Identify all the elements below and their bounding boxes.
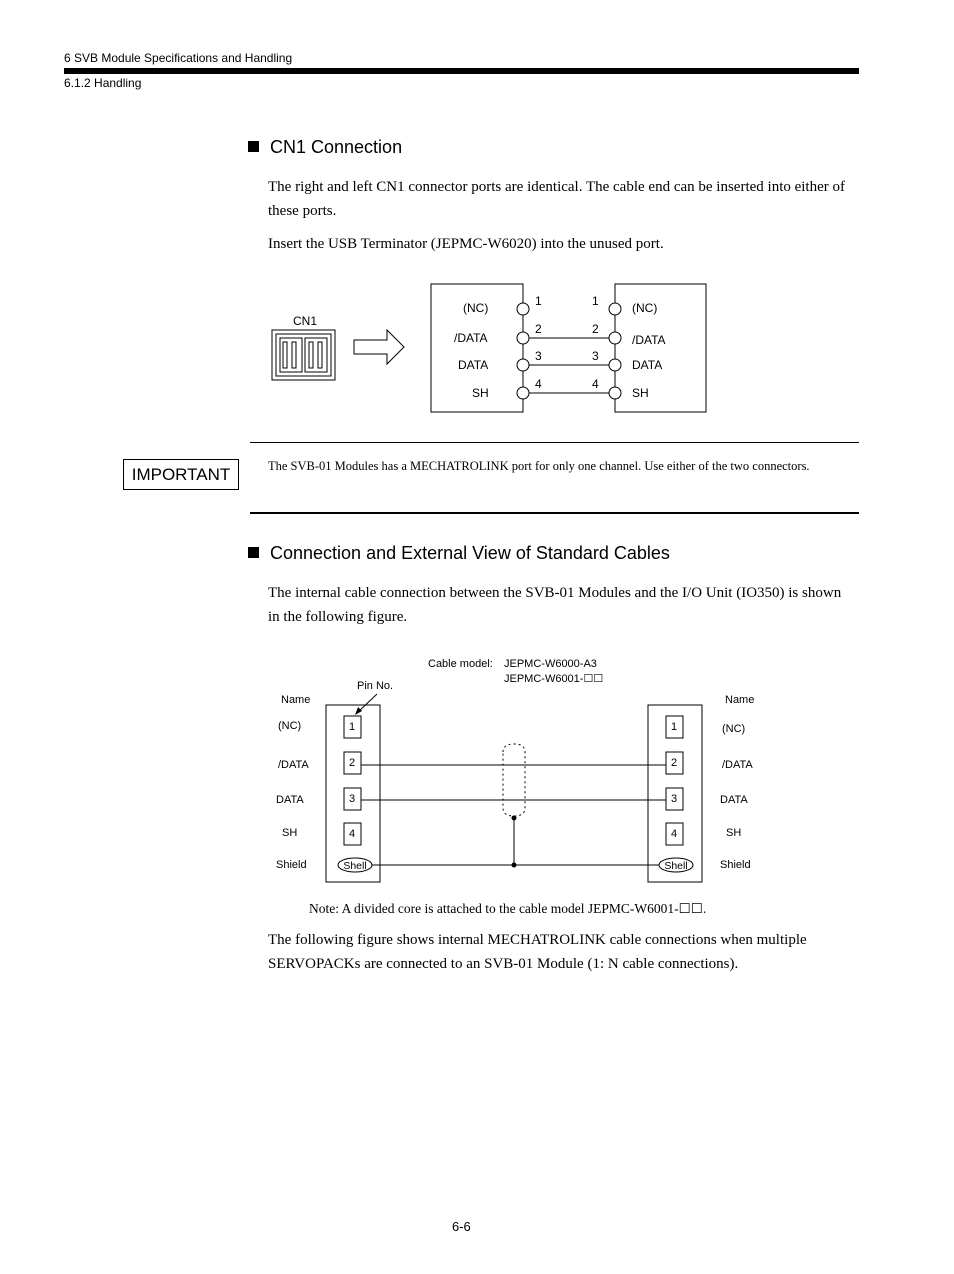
left-pin-num-3: 3 (535, 349, 542, 363)
left-pin-1 (517, 303, 529, 315)
cn1-paragraph-1: The right and left CN1 connector ports are identical. The cable end can be inserted into either of these ports. (268, 179, 846, 219)
right-pin-num-1: 1 (592, 294, 599, 308)
right-arrow-icon (354, 330, 404, 364)
cable-left-name-data: DATA (276, 794, 304, 806)
cable-left-name-data-neg: /DATA (278, 759, 309, 771)
left-pin-num-2: 2 (535, 322, 542, 336)
cable-left-name-sh: SH (282, 827, 298, 839)
left-name-data: DATA (458, 358, 489, 372)
left-name-sh: SH (472, 386, 489, 400)
cable-left-name-shield: Shield (276, 859, 307, 871)
right-pin-4 (609, 387, 621, 399)
right-pin-num-2: 2 (592, 322, 599, 336)
cn1-port-right-slot-2 (318, 342, 322, 368)
right-name-nc: (NC) (632, 301, 658, 315)
cable-model-1: JEPMC-W6000-A3 (504, 658, 597, 670)
important-top-rule (250, 442, 859, 443)
right-pinnum-2: 2 (671, 757, 678, 769)
cn1-port-left-slot (283, 342, 287, 368)
cables-paragraph-2: The following figure shows internal MECHATROLINK cable connections when multiple SERVOPACKs are connected to an SVB-01 Module (1: N cable connections). (268, 932, 807, 972)
right-pinnum-3: 3 (671, 793, 678, 805)
right-pin-3 (609, 359, 621, 371)
right-pinnum-4: 4 (671, 828, 678, 840)
cable-left-name-nc: (NC) (278, 720, 302, 732)
cn1-connector-inner (276, 334, 331, 376)
left-name-header: Name (281, 694, 311, 706)
right-pinnum-1: 1 (671, 721, 678, 733)
cable-right-name-sh: SH (726, 827, 742, 839)
cables-paragraph: The internal cable connection between the SVB-01 Modules and the I/O Unit (IO350) is shown in the following figure. (268, 585, 842, 625)
left-pinnum-4: 4 (349, 828, 356, 840)
left-pinnum-2: 2 (349, 757, 356, 769)
important-bottom-rule (250, 512, 859, 514)
cn1-label: CN1 (293, 314, 318, 328)
cable-right-name-shield: Shield (720, 859, 751, 871)
drain-node-top (512, 816, 517, 821)
right-shell-label: Shell (664, 860, 688, 872)
cn1-port-right-slot (309, 342, 313, 368)
cn1-port-left-slot-2 (292, 342, 296, 368)
left-pin-4 (517, 387, 529, 399)
left-pin-num-4: 4 (535, 377, 542, 391)
pin-no-label: Pin No. (357, 680, 394, 692)
cable-right-name-nc: (NC) (722, 723, 746, 735)
cables-heading-text: Connection and External View of Standard Cables (270, 543, 670, 563)
running-header-section: 6.1.2 Handling (64, 76, 142, 90)
drain-node-bottom (512, 863, 517, 868)
cable-model-2: JEPMC-W6001-☐☐ (504, 673, 604, 685)
right-name-data-neg: /DATA (632, 333, 666, 347)
cable-right-name-data-neg: /DATA (722, 759, 753, 771)
cable-model-label: Cable model: (428, 658, 493, 670)
left-pinnum-3: 3 (349, 793, 356, 805)
left-pin-3 (517, 359, 529, 371)
cn1-port-right (305, 338, 327, 372)
left-name-data-neg: /DATA (454, 331, 488, 345)
running-header-chapter: 6 SVB Module Specifications and Handling (64, 51, 293, 65)
left-shell-label: Shell (343, 860, 367, 872)
left-pin-num-1: 1 (535, 294, 542, 308)
right-pin-1 (609, 303, 621, 315)
cable-note: Note: A divided core is attached to the cable model JEPMC-W6001-☐☐. (309, 901, 707, 916)
important-text: The SVB-01 Modules has a MECHATROLINK port for only one channel. Use either of the two connectors. (268, 459, 810, 473)
right-name-data: DATA (632, 358, 663, 372)
cn1-right-pin-box (615, 284, 706, 412)
twisted-pair-shield (503, 744, 525, 816)
left-name-nc: (NC) (463, 301, 489, 315)
right-pin-num-4: 4 (592, 377, 599, 391)
pin-no-arrowhead-icon (355, 707, 362, 715)
right-name-sh: SH (632, 386, 649, 400)
cn1-heading-text: CN1 Connection (270, 137, 403, 157)
cable-right-name-data: DATA (720, 794, 748, 806)
right-pin-num-3: 3 (592, 349, 599, 363)
important-label: IMPORTANT (123, 459, 239, 490)
left-pinnum-1: 1 (349, 721, 356, 733)
right-pin-2 (609, 332, 621, 344)
left-pin-2 (517, 332, 529, 344)
cables-heading (248, 543, 670, 564)
right-name-header: Name (725, 694, 755, 706)
cn1-paragraph-2: Insert the USB Terminator (JEPMC-W6020) into the unused port. (268, 236, 664, 252)
bullet-square-icon (248, 547, 259, 558)
page-number: 6-6 (452, 1219, 471, 1234)
